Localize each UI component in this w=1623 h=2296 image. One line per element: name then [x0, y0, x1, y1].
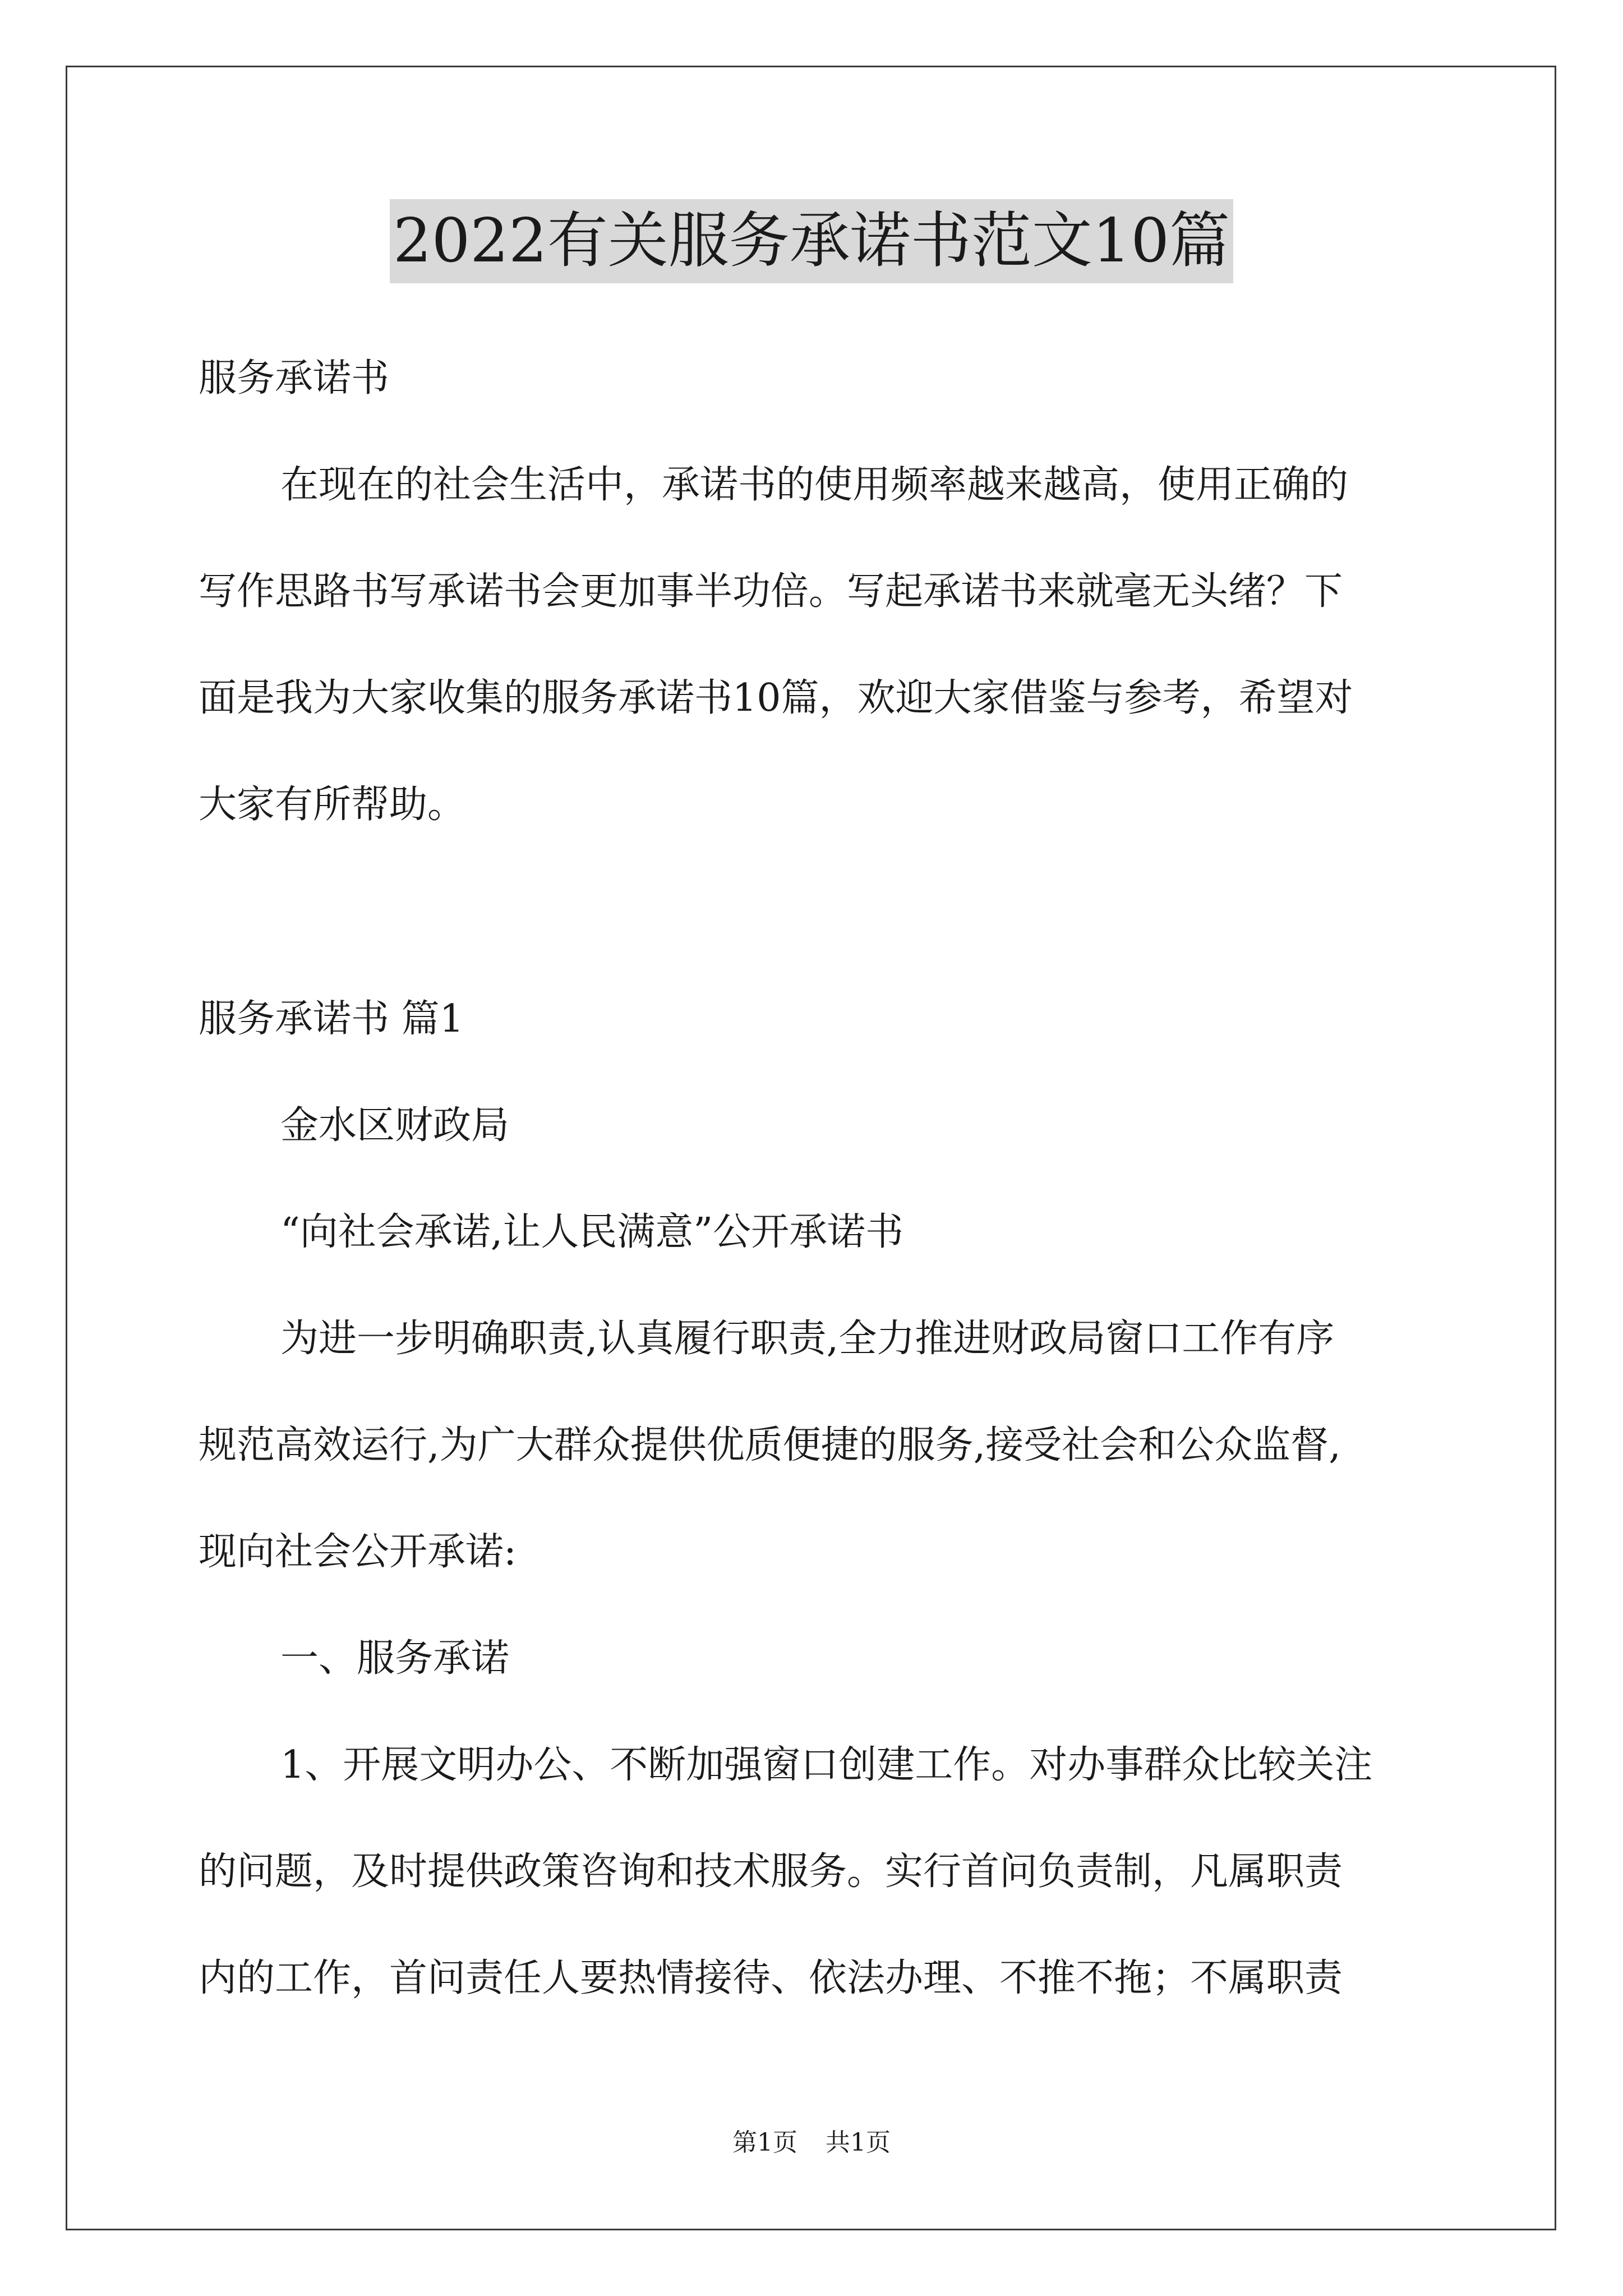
- paragraph-line: 在现在的社会生活中，承诺书的使用频率越来越高，使用正确的: [280, 463, 1349, 507]
- section-heading: 服务承诺书: [199, 356, 390, 401]
- page-total: 共1页: [826, 2128, 891, 2157]
- paragraph-line: 金水区财政局: [280, 1103, 510, 1148]
- paragraph-line: 面是我为大家收集的服务承诺书10篇，欢迎大家借鉴与参考，希望对: [199, 676, 1353, 720]
- paragraph-line: 的问题，及时提供政策咨询和技术服务。实行首问负责制，凡属职责: [199, 1849, 1343, 1894]
- paragraph-line: 现向社会公开承诺:: [199, 1530, 517, 1574]
- paragraph-line: 大家有所帮助。: [199, 783, 466, 827]
- paragraph-line: 规范高效运行,为广大群众提供优质便捷的服务,接受社会和公众监督,: [199, 1423, 1341, 1467]
- page-number: 第1页: [732, 2128, 797, 2157]
- section-heading: 服务承诺书 篇1: [199, 997, 464, 1041]
- paragraph-line: 为进一步明确职责,认真履行职责,全力推进财政局窗口工作有序: [280, 1317, 1335, 1361]
- paragraph-line: 1、开展文明办公、不断加强窗口创建工作。对办事群众比较关注: [280, 1743, 1373, 1787]
- paragraph-line: 一、服务承诺: [280, 1636, 510, 1681]
- paragraph-line: 内的工作，首问责任人要热情接待、依法办理、不推不拖；不属职责: [199, 1956, 1343, 2000]
- document-title: 2022有关服务承诺书范文10篇: [390, 199, 1233, 283]
- paragraph-line: “向社会承诺,让人民满意”公开承诺书: [280, 1210, 904, 1254]
- page-footer: [0, 2126, 1623, 2160]
- paragraph-line: 写作思路书写承诺书会更加事半功倍。写起承诺书来就毫无头绪？下: [199, 569, 1343, 614]
- title-container: [0, 199, 1623, 283]
